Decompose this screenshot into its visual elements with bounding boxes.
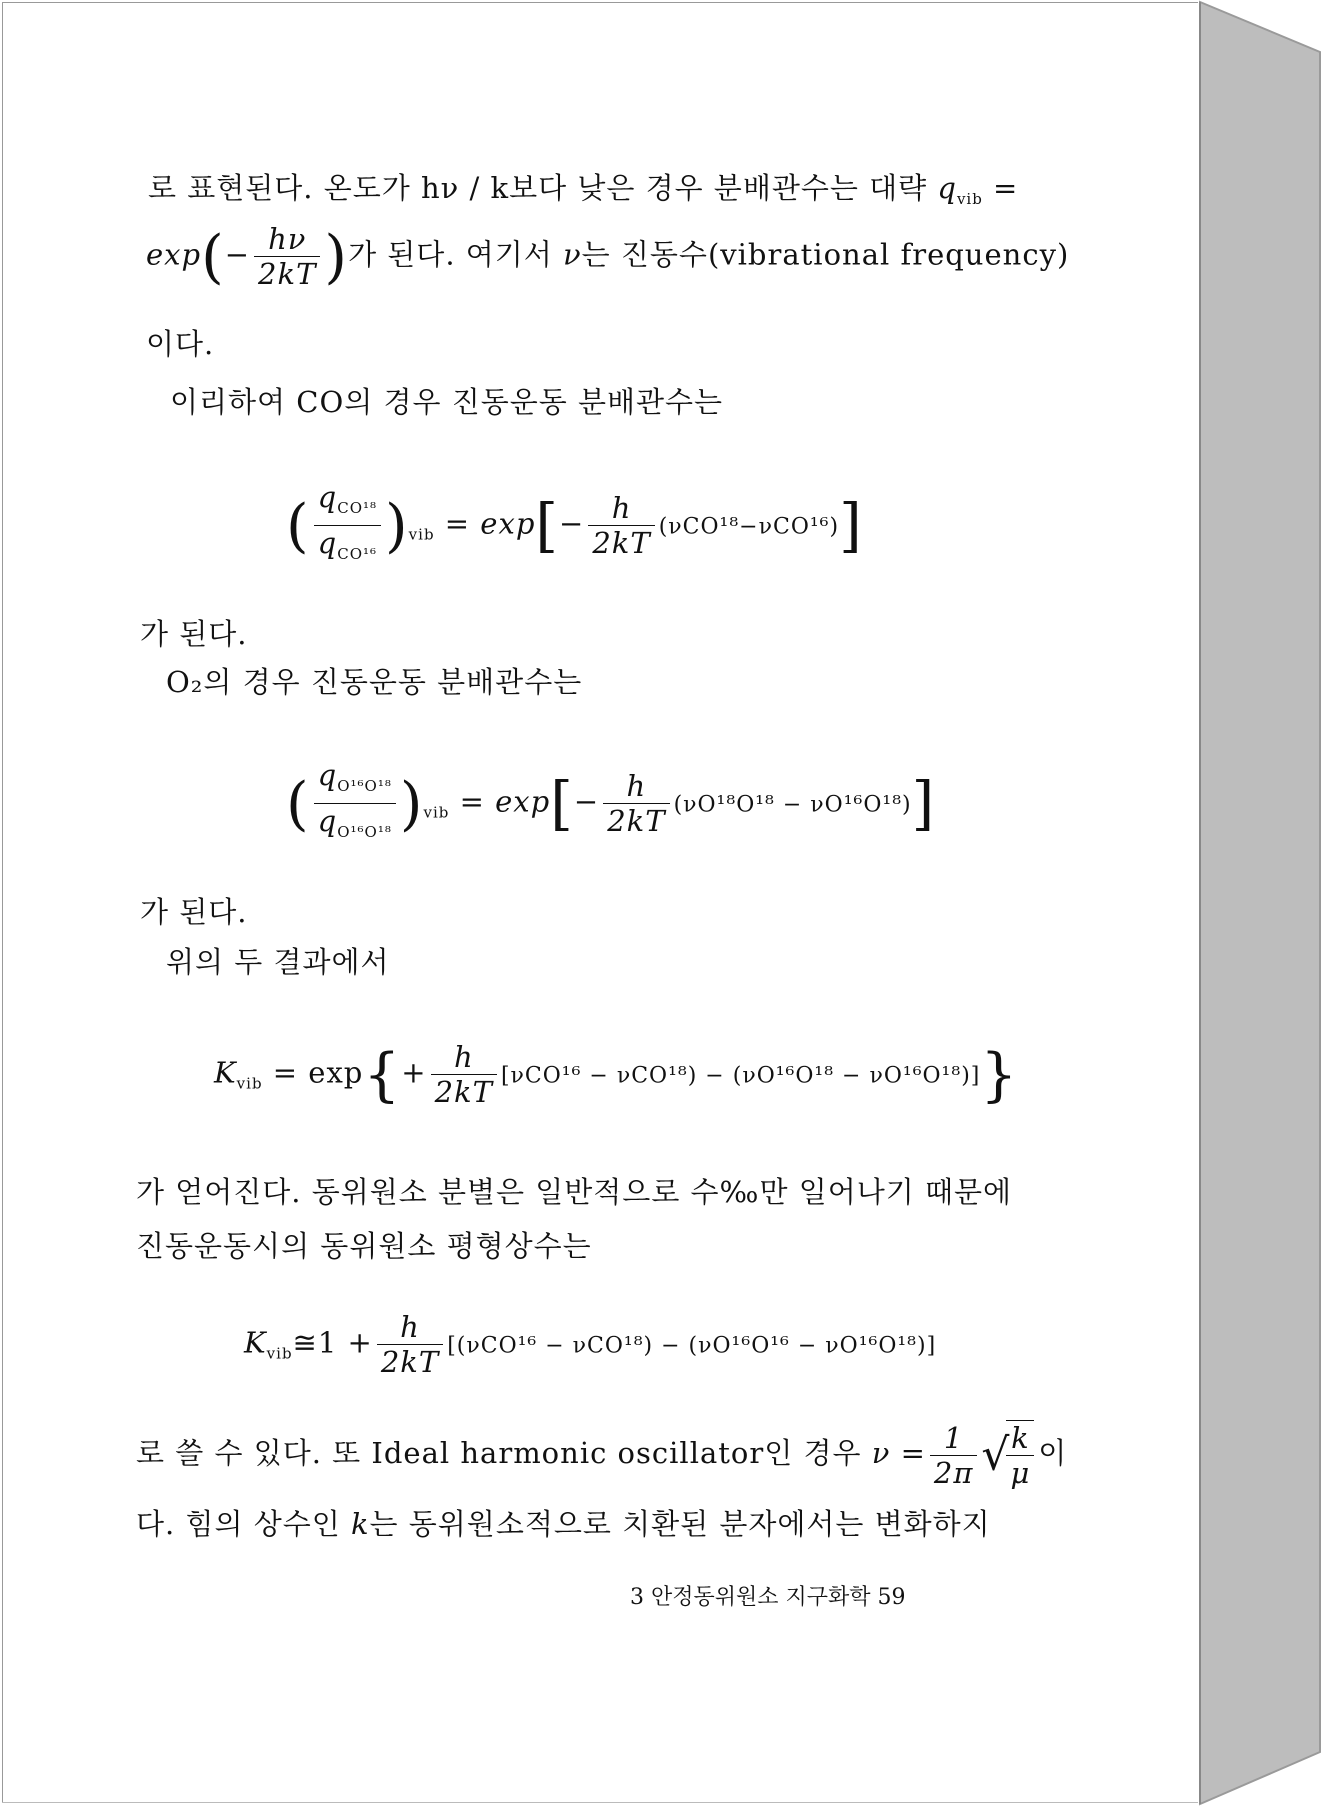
eq3-equals-exp: = exp	[272, 1055, 364, 1090]
eq1-right-paren: )	[385, 491, 409, 560]
k-symbol: k	[1006, 1421, 1034, 1456]
eq2-right-bracket: ]	[911, 769, 936, 838]
eq2-right-paren: )	[399, 769, 424, 838]
text-line-8: 위의 두 결과에서	[166, 945, 390, 979]
eq1-frequency-difference: (νCO¹⁸−νCO¹⁶)	[658, 514, 840, 540]
eq2-left-bracket: [	[550, 769, 574, 838]
eq2-2kT: 2kT	[607, 804, 666, 838]
nu-symbol: ν	[563, 237, 582, 272]
eq1-vib-subscript: vib	[408, 525, 435, 544]
eq1-denominator: $q_{CO^{16}}$	[317, 526, 378, 563]
eq4-frequency-differences: [(νCO¹⁶ − νCO¹⁸) − (νO¹⁶O¹⁶ − νO¹⁶O¹⁸)]	[447, 1333, 937, 1359]
sqrt-sign: √	[981, 1429, 1011, 1481]
text-line-3: 이다.	[146, 327, 215, 361]
two-pi: 2π	[933, 1455, 974, 1490]
eq1-2kT: 2kT	[592, 526, 651, 560]
fraction-numerator: hν	[254, 222, 320, 257]
one: 1	[930, 1421, 978, 1456]
q-symbol: q	[937, 171, 957, 205]
fraction-denominator: 2kT	[258, 257, 317, 291]
text-line-2-end: 는 진동수(vibrational frequency)	[581, 237, 1070, 272]
right-paren: )	[324, 222, 349, 291]
mu-symbol: μ	[1010, 1456, 1031, 1490]
text-line-9: 가 얻어진다. 동위원소 분별은 일반적으로 수‰만 일어나기 때문에	[136, 1175, 1013, 1209]
text-line-10: 진동운동시의 동위원소 평형상수는	[136, 1229, 592, 1263]
eq1-numerator: $q_{CO^{18}}$	[314, 480, 381, 526]
eq1-h: h	[588, 491, 654, 526]
eq1-minus: −	[559, 506, 585, 541]
text-line-11-body: 로 쓸 수 있다. 또 Ideal harmonic oscillator인 경우	[136, 1436, 862, 1470]
text-line-2-body: 가 된다. 여기서	[348, 237, 553, 272]
eq2-frequency-difference: (νO¹⁸O¹⁸ − νO¹⁶O¹⁸)	[673, 792, 912, 818]
eq4-2kT: 2kT	[380, 1345, 440, 1379]
eq3-vib-subscript: vib	[236, 1074, 263, 1093]
text-line-4: 이리하여 CO의 경우 진동운동 분배관수는	[170, 385, 724, 419]
eq1-left-paren: (	[286, 491, 310, 560]
minus-sign: −	[224, 237, 251, 272]
eq3-plus: +	[401, 1055, 427, 1090]
nu-equals: ν =	[871, 1436, 926, 1470]
eq2-left-paren: (	[286, 769, 310, 838]
eq1-right-bracket: ]	[839, 491, 863, 560]
text-line-7: 가 된다.	[140, 895, 248, 929]
eq3-2kT: 2kT	[434, 1075, 493, 1109]
eq4-vib-subscript: vib	[266, 1344, 293, 1363]
text-line-12-body: 다. 힘의 상수인	[136, 1507, 341, 1541]
eq2-h: h	[603, 769, 669, 804]
eq2-equals: =	[459, 784, 485, 819]
eq2-exp: exp	[495, 784, 551, 819]
eq3-K: K	[214, 1055, 237, 1090]
eq2-numerator: $q_{O^{16}O^{18}}$	[314, 758, 396, 804]
book-spine	[1200, 2, 1320, 1804]
eq2-minus: −	[573, 784, 600, 819]
eq3-left-brace: {	[363, 1040, 402, 1109]
eq4-approx: ≅1 +	[292, 1325, 373, 1360]
eq4-K: K	[244, 1325, 267, 1360]
text-line-11-end: 이	[1038, 1436, 1068, 1470]
text-line-5: 가 된다.	[140, 617, 248, 651]
eq2-vib-subscript: vib	[423, 803, 450, 822]
text-line-1-body: 로 표현된다. 온도가 hν / k보다 낮은 경우 분배관수는 대략	[148, 171, 928, 205]
text-line-12-rest: 는 동위원소적으로 치환된 분자에서는 변화하지	[369, 1507, 991, 1541]
text-line-6: O₂의 경우 진동운동 분배관수는	[166, 665, 583, 699]
eq3-h: h	[431, 1040, 497, 1075]
equals-sign: =	[993, 171, 1019, 205]
eq3-frequency-differences: [νCO¹⁶ − νCO¹⁸) − (νO¹⁶O¹⁸ − νO¹⁶O¹⁸)]	[500, 1063, 981, 1089]
eq2-denominator: $q_{O^{16}O^{18}}$	[317, 804, 392, 841]
vib-subscript: vib	[956, 190, 983, 208]
eq1-equals: =	[444, 506, 471, 541]
eq1-exp: exp	[480, 506, 536, 541]
exp-function: exp	[146, 237, 202, 272]
eq1-left-bracket: [	[535, 491, 560, 560]
k-inline: k	[350, 1507, 370, 1541]
left-paren: (	[201, 222, 225, 291]
eq4-h: h	[377, 1310, 443, 1345]
page-footer: 3 안정동위원소 지구화학 59	[630, 1585, 906, 1610]
eq3-right-brace: }	[980, 1040, 1019, 1109]
